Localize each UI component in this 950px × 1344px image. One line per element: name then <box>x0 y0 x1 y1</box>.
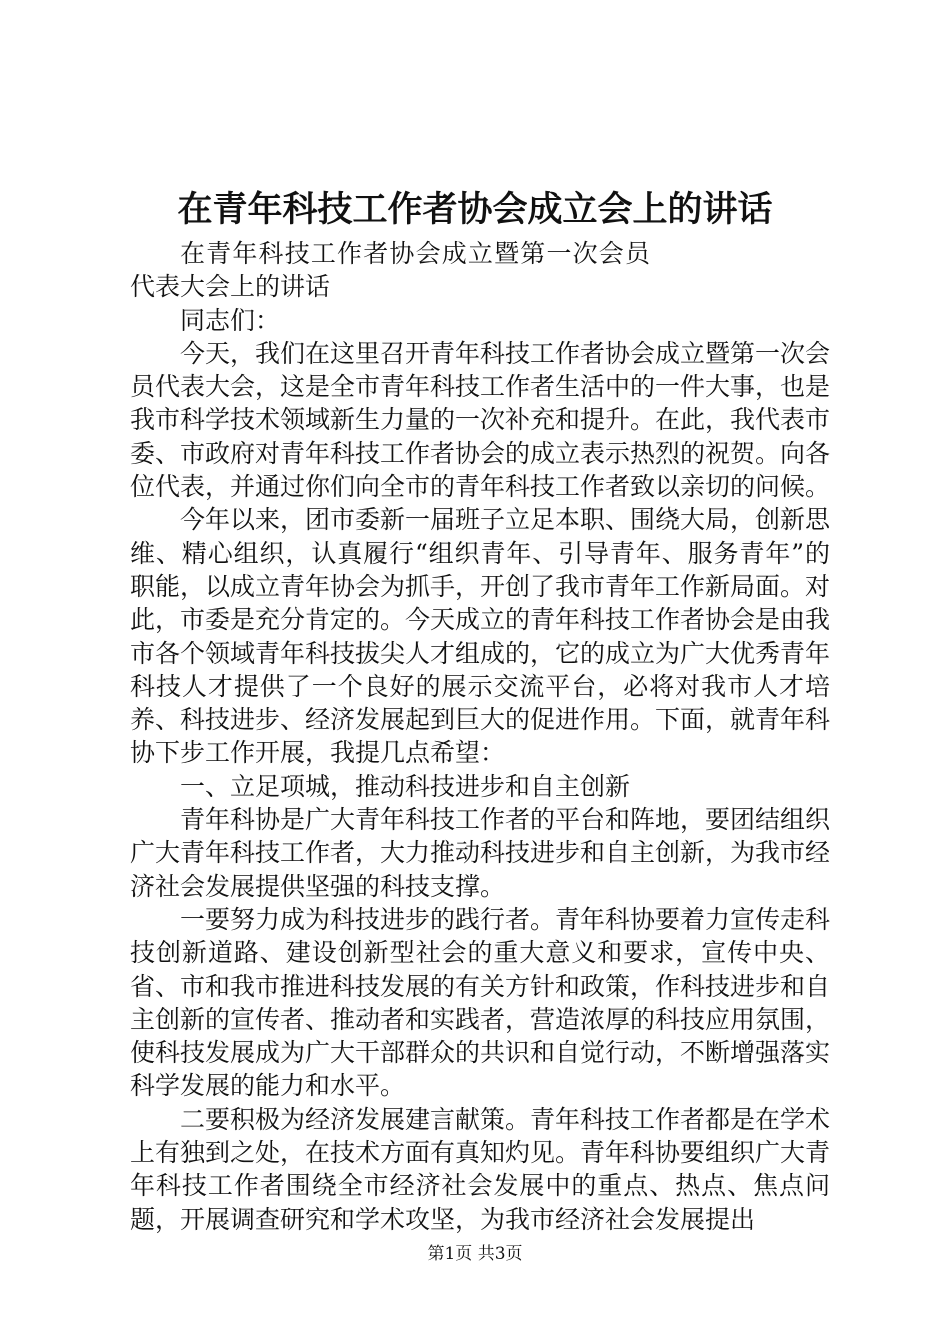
paragraph-point-1: 一要努力成为科技进步的践行者。青年科协要着力宣传走科技创新道路、建设创新型社会的重大意义和要求，宣传中央、省、市和我市推进科技发展的有关方针和政策，作科技进步和自主创新的宣传者、推动者和实践者，营造浓厚的科技应用氛围，使科技发展成为广大干部群众的共识和自觉行动，不断增强落实科学发展的能力和水平。 <box>130 904 831 1101</box>
section-heading-1: 一、立足项城，推动科技进步和自主创新 <box>180 771 631 801</box>
salutation: 同志们： <box>180 305 281 335</box>
document-body <box>130 237 830 1236</box>
document-title: 在青年科技工作者协会成立会上的讲话 <box>177 189 773 230</box>
page-footer: 第1页 共3页 <box>427 1244 523 1264</box>
paragraph-point-2: 二要积极为经济发展建言献策。青年科技工作者都是在学术上有独到之处，在技术方面有真知灼见。青年科协要组织广大青年科技工作者围绕全市经济社会发展中的重点、热点、焦点问题，开展调查研究和学术攻坚，为我市经济社会发展提出 <box>130 1104 831 1234</box>
paragraph-opening: 今天，我们在这里召开青年科技工作者协会成立暨第一次会员代表大会，这是全市青年科技工作者生活中的一件大事，也是我市科学技术领域新生力量的一次补充和提升。在此，我代表市委、市政府对青年科技工作者协会的成立表示热烈的祝贺。向各位代表，并通过你们向全市的青年科技工作者致以亲切的问候。 <box>130 338 831 502</box>
paragraph-review: 今年以来，团市委新一届班子立足本职、围绕大局，创新思维、精心组织，认真履行“组织青年、引导青年、服务青年”的职能，以成立青年协会为抓手，开创了我市青年工作新局面。对此，市委是充分肯定的。今天成立的青年科技工作者协会是由我市各个领域青年科技拔尖人才组成的，它的成立为广大优秀青年科技人才提供了一个良好的展示交流平台，必将对我市人才培养、科技进步、经济发展起到巨大的促进作用。下面，就青年科协下步工作开展，我提几点希望： <box>130 505 831 768</box>
speech-subtitle: 在青年科技工作者协会成立暨第一次会员代表大会上的讲话 <box>130 239 650 302</box>
paragraph-section-1-intro: 青年科协是广大青年科技工作者的平台和阵地，要团结组织广大青年科技工作者，大力推动科技进步和自主创新，为我市经济社会发展提供坚强的科技支撑。 <box>130 805 831 901</box>
